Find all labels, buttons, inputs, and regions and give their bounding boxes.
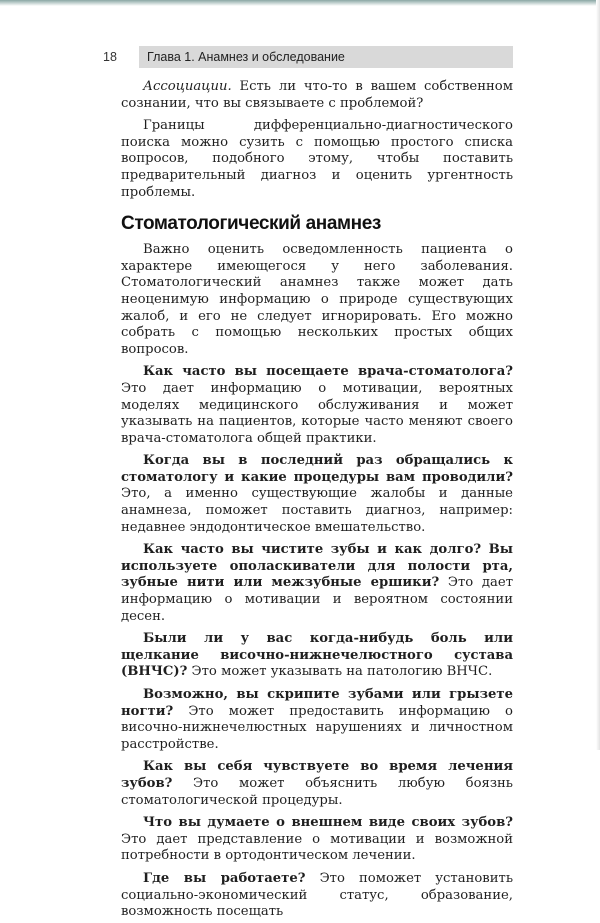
chapter-title: Глава 1. Анамнез и обследование [139, 46, 513, 68]
question-paragraph [121, 687, 513, 753]
question-explanation: Это поможет установить социально-экономический статус, образование, возможность посещать [121, 870, 513, 920]
search-limits-paragraph: Границы дифференциально-диагностического поиска можно сузить с помощью простого списка вопросов, подобного этому, чтобы поставить предварительный диагноз и оценить ургентность проблемы. [121, 118, 513, 200]
page-top-edge [0, 0, 600, 6]
page-body [121, 79, 513, 923]
question-paragraph [121, 631, 513, 681]
section-lead-paragraph: Важно оценить осведомленность пациента о характере имеющегося у него заболевания. Стоматологический анамнез также может дать неоценимую информацию о природе существующих жалоб, и его не следует игнорировать. Его можно собрать с помощью нескольких простых общих вопросов. [121, 242, 513, 357]
question-paragraph [121, 871, 513, 921]
associations-paragraph [121, 79, 513, 112]
question-paragraph [121, 542, 513, 625]
question-explanation: Это дает информацию о мотивации и вероятном состоянии десен. [121, 575, 513, 624]
page-number: 18 [103, 50, 117, 64]
question-text: Когда вы в последний раз обращались к стоматологу и какие процедуры вам проводили? [121, 453, 513, 485]
question-explanation: Это, а именно существующие жалобы и данные анамнеза, поможет поставить диагноз, например: недавнее эндодонтическое вмешательство. [121, 486, 513, 535]
question-explanation: Это дает представление о мотивации и возможной потребности в ортодонтическом лечении. [121, 831, 513, 864]
question-text: Были ли у вас когда-нибудь боль или щелкание височно-нижнечелюстного сустава (ВНЧС)? [121, 631, 513, 680]
section-heading: Стоматологический анамнез [121, 213, 381, 235]
running-header [97, 46, 513, 68]
question-text: Как вы себя чувствуете во время лечения зубов? [121, 759, 513, 791]
question-paragraph [121, 759, 513, 809]
question-text: Что вы думаете о внешнем виде своих зубов? [143, 815, 513, 831]
question-explanation: Это может объяснить любую боязнь стоматологической процедуры. [121, 775, 513, 808]
question-text: Как часто вы посещаете врача-стоматолога? [143, 364, 513, 380]
question-paragraph [121, 453, 513, 536]
question-text: Как часто вы чистите зубы и как долго? Вы используете ополаскиватели для полости рта, зубные нити или межзубные ершики? [121, 542, 513, 591]
page-right-edge [596, 0, 600, 750]
question-explanation: Это дает информацию о мотивации, вероятных моделях медицинского обслуживания и может указывать на пациентов, которые часто меняют своего врача-стоматолога общей практики. [121, 380, 513, 446]
associations-text: Есть ли что-то в вашем собственном сознании, что вы связываете с проблемой? [121, 79, 513, 111]
question-text: Где вы работаете? [143, 870, 306, 886]
question-explanation: Это может предоставить информацию о височно-нижнечелюстных нарушениях и личностном расстройстве. [121, 703, 513, 752]
question-paragraph [121, 815, 513, 865]
associations-term: Ассоциации. [143, 79, 232, 94]
question-text: Возможно, вы скрипите зубами или грызете ногти? [121, 687, 513, 719]
question-paragraph [121, 364, 513, 447]
question-explanation: Это может указывать на патологию ВНЧС. [187, 664, 493, 680]
